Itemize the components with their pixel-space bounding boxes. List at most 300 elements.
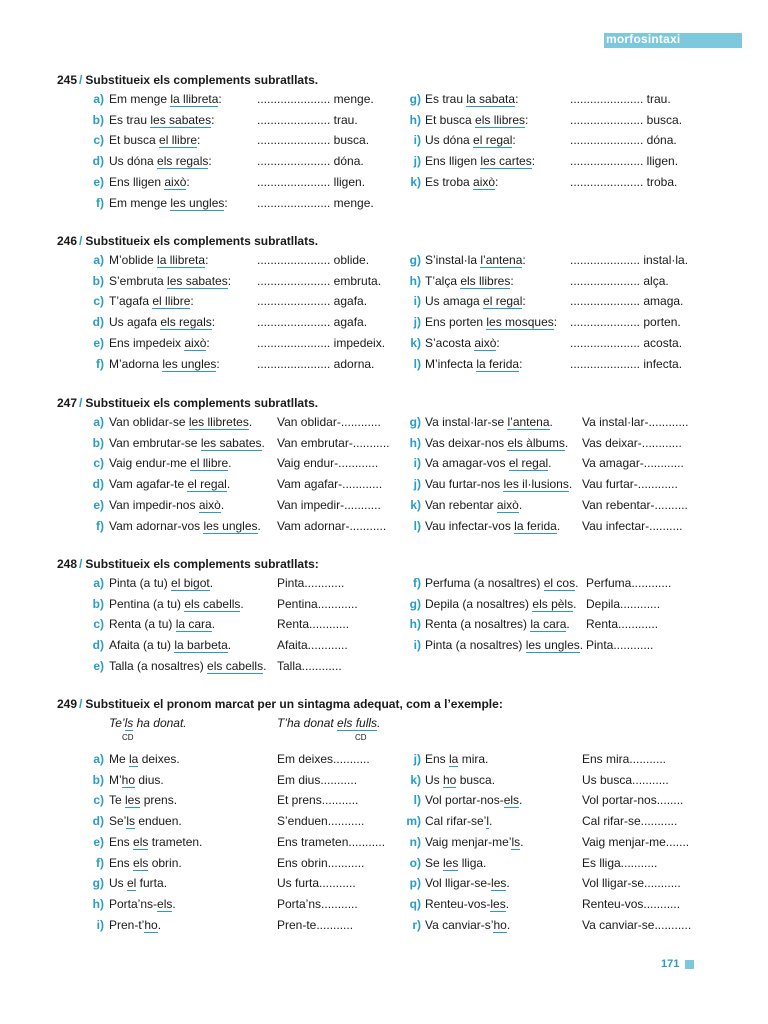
phrase-ending: . — [263, 659, 267, 673]
phrase-text: Pinta (a nosaltres) — [425, 638, 526, 652]
answer-blank[interactable]: Vau furtar-............ — [582, 477, 678, 491]
item-label: c) — [93, 617, 104, 631]
phrase-text: Se’ — [109, 814, 127, 828]
phrase-text: S’instal·la — [425, 253, 481, 267]
item-phrase — [425, 113, 528, 127]
phrase-text: Es trau — [425, 92, 467, 106]
answer-blank[interactable]: ..................... alça. — [570, 274, 669, 288]
answer-blank[interactable]: ...................... oblide. — [257, 253, 370, 267]
item-phrase — [109, 814, 182, 828]
phrase-ending: furta. — [136, 876, 168, 890]
phrase-text: Ens lligen — [425, 154, 481, 168]
phrase-ending: . — [227, 638, 232, 652]
section-header-band — [604, 33, 742, 48]
underlined-complement: això — [474, 336, 497, 350]
phrase-text: Van embrutar-se — [109, 436, 201, 450]
answer-blank[interactable]: ...................... agafa. — [257, 315, 368, 329]
slash-separator: / — [79, 234, 83, 248]
item-label: m) — [406, 814, 421, 828]
answer-blank[interactable]: Renta............ — [277, 617, 350, 631]
underlined-complement: els pèls — [532, 597, 574, 611]
answer-blank[interactable]: ..................... instal·la. — [570, 253, 689, 267]
exercise-number: 248 — [57, 557, 78, 571]
phrase-text: Ens — [425, 752, 450, 766]
item-label: a) — [93, 253, 104, 267]
item-phrase — [425, 752, 488, 766]
phrase-ending: . — [209, 576, 214, 590]
phrase-ending: obrin. — [148, 856, 182, 870]
item-label: e) — [93, 336, 104, 350]
underlined-complement: l’antena — [480, 253, 523, 267]
item-label: n) — [409, 835, 421, 849]
phrase-text: Pinta (a tu) — [109, 576, 172, 590]
item-phrase — [109, 659, 266, 673]
item-phrase — [109, 918, 161, 932]
answer-blank[interactable]: ...................... menge. — [257, 92, 374, 106]
section-header-label: morfosintaxi — [606, 32, 681, 46]
phrase-text: Va amagar-vos — [425, 456, 509, 470]
answer-blank[interactable]: Vaig endur-............ — [277, 456, 379, 470]
item-phrase — [109, 133, 200, 147]
phrase-text: Renta (a nosaltres) — [425, 617, 531, 631]
phrase-text: Ens — [109, 835, 134, 849]
phrase-ending: . — [240, 597, 244, 611]
phrase-ending: . — [575, 576, 579, 590]
answer-blank[interactable]: Pinta............ — [277, 576, 345, 590]
example-marked-pronoun: ls — [124, 716, 134, 730]
underlined-complement: el llibre — [190, 456, 229, 470]
item-phrase — [425, 436, 568, 450]
phrase-text: M’adorna — [109, 357, 163, 371]
exercise-number: 247 — [57, 396, 78, 410]
phrase-ending: . — [261, 436, 265, 450]
answer-blank[interactable]: ...................... dóna. — [570, 133, 677, 147]
underlined-complement: això — [184, 336, 207, 350]
item-phrase — [109, 752, 180, 766]
phrase-text: Em menge — [109, 196, 171, 210]
answer-blank[interactable]: ...................... lligen. — [570, 154, 679, 168]
answer-blank[interactable]: Van embrutar-........... — [277, 436, 390, 450]
answer-blank[interactable]: ..................... acosta. — [570, 336, 683, 350]
underlined-complement: la — [129, 752, 139, 766]
item-label: g) — [409, 415, 421, 429]
underlined-complement: el regal — [187, 477, 227, 491]
phrase-text: Vaig endur-me — [109, 456, 191, 470]
answer-blank[interactable]: Va instal·lar-............ — [582, 415, 689, 429]
answer-blank[interactable]: S’enduen........... — [277, 814, 365, 828]
example-original — [109, 716, 187, 730]
underlined-complement: les mosques — [486, 315, 554, 329]
underlined-complement: la llibreta — [157, 253, 206, 267]
item-label: b) — [92, 597, 104, 611]
answer-blank[interactable]: Cal rifar-se........... — [582, 814, 678, 828]
phrase-ending: . — [519, 793, 523, 807]
slash-separator: / — [79, 697, 83, 711]
answer-blank[interactable]: Afaita............ — [277, 638, 348, 652]
item-label: a) — [93, 576, 104, 590]
item-label: b) — [92, 113, 104, 127]
answer-blank[interactable]: ...................... embruta. — [257, 274, 382, 288]
underlined-complement: la ferida — [476, 357, 520, 371]
underlined-complement: el regal — [473, 133, 513, 147]
item-label: d) — [92, 638, 104, 652]
item-label: k) — [410, 336, 421, 350]
phrase-text: Vol portar-nos- — [425, 793, 504, 807]
answer-blank[interactable]: Vol lligar-se........... — [582, 876, 681, 890]
item-phrase — [109, 876, 167, 890]
phrase-ending: . — [556, 519, 561, 533]
item-label: h) — [92, 897, 104, 911]
phrase-ending: : — [186, 175, 190, 189]
phrase-ending: : — [495, 175, 499, 189]
answer-blank[interactable]: ...................... agafa. — [257, 294, 368, 308]
phrase-ending: : — [218, 92, 222, 106]
underlined-complement: ls — [126, 814, 136, 828]
item-phrase — [109, 357, 220, 371]
phrase-text: Porta’ns- — [109, 897, 158, 911]
phrase-ending: : — [531, 154, 536, 168]
item-label: e) — [93, 175, 104, 189]
item-label: i) — [413, 133, 421, 147]
phrase-text: Vas deixar-nos — [425, 436, 508, 450]
phrase-ending: . — [220, 498, 225, 512]
phrase-ending: : — [205, 253, 209, 267]
phrase-text: Me — [109, 752, 130, 766]
phrase-ending: trameten. — [148, 835, 203, 849]
exercise-number: 249 — [57, 697, 78, 711]
answer-blank[interactable]: Depila............ — [586, 597, 661, 611]
phrase-text: Ens porten — [425, 315, 487, 329]
example-text: ha donat. — [133, 716, 187, 730]
answer-blank[interactable]: Pentina............ — [277, 597, 358, 611]
item-phrase — [109, 498, 224, 512]
phrase-ending: : — [216, 357, 220, 371]
item-label: b) — [92, 274, 104, 288]
answer-blank[interactable]: Em dius........... — [277, 773, 358, 787]
answer-blank[interactable]: Perfuma............ — [586, 576, 672, 590]
phrase-ending: busca. — [456, 773, 496, 787]
phrase-ending: : — [190, 294, 194, 308]
phrase-text: M’oblide — [109, 253, 158, 267]
phrase-ending: . — [228, 456, 232, 470]
phrase-text: Us dóna — [109, 154, 158, 168]
phrase-ending: : — [227, 274, 232, 288]
underlined-complement: els regals — [160, 315, 212, 329]
underlined-complement: la sabata — [466, 92, 516, 106]
item-label: b) — [92, 436, 104, 450]
item-phrase — [425, 835, 524, 849]
underlined-complement: el regal — [483, 294, 523, 308]
item-phrase — [425, 897, 509, 911]
phrase-text: Vaig menjar-me’ — [425, 835, 512, 849]
exercise-instruction: Substitueix els complements subratllats. — [85, 396, 319, 410]
exercise-instruction: Substitueix els complements subratllats. — [85, 73, 319, 87]
phrase-text: Et busca — [109, 133, 160, 147]
item-phrase — [109, 477, 230, 491]
item-phrase — [425, 814, 492, 828]
answer-blank[interactable]: ...................... troba. — [570, 175, 678, 189]
answer-blank[interactable]: Renta............ — [586, 617, 659, 631]
answer-blank[interactable]: ..................... infecta. — [570, 357, 683, 371]
item-phrase — [425, 519, 560, 533]
item-label: a) — [93, 752, 104, 766]
answer-blank[interactable]: Ens mira........... — [582, 752, 667, 766]
answer-blank[interactable]: Va amagar-............ — [582, 456, 684, 470]
answer-blank[interactable]: Pinta............ — [586, 638, 654, 652]
item-label: r) — [412, 918, 421, 932]
item-label: k) — [410, 175, 421, 189]
answer-blank[interactable]: Us furta........... — [277, 876, 356, 890]
cd-mark: CD — [122, 733, 134, 742]
underlined-complement: la cara — [530, 617, 567, 631]
phrase-ending: . — [518, 498, 523, 512]
exercise-heading — [57, 697, 503, 711]
underlined-complement: els àlbums — [507, 436, 565, 450]
phrase-ending: . — [564, 436, 569, 450]
item-phrase — [109, 196, 228, 210]
answer-blank[interactable]: ...................... impedeix. — [257, 336, 386, 350]
item-phrase — [109, 456, 232, 470]
answer-blank[interactable]: ...................... busca. — [257, 133, 370, 147]
item-label: h) — [409, 113, 421, 127]
answer-blank[interactable]: Pren-te........... — [277, 918, 354, 932]
answer-blank[interactable]: Talla............ — [277, 659, 342, 673]
answer-blank[interactable]: Vas deixar-............ — [582, 436, 682, 450]
underlined-complement: això — [198, 498, 221, 512]
phrase-text: Em menge — [109, 92, 171, 106]
item-phrase — [425, 357, 522, 371]
underlined-complement: els cabells — [184, 597, 241, 611]
item-phrase — [109, 415, 252, 429]
phrase-ending: . — [172, 897, 176, 911]
example-text: Te’ — [109, 716, 125, 730]
item-label: d) — [92, 154, 104, 168]
item-label: j) — [413, 477, 421, 491]
item-phrase — [109, 315, 215, 329]
item-label: d) — [92, 477, 104, 491]
item-label: q) — [409, 897, 421, 911]
underlined-complement: ho — [443, 773, 457, 787]
item-label: i) — [413, 294, 421, 308]
item-label: f) — [96, 357, 104, 371]
exercise-heading — [57, 557, 319, 571]
phrase-text: Pren-t’ — [109, 918, 145, 932]
answer-blank[interactable]: ...................... trau. — [570, 92, 671, 106]
exercise-heading — [57, 396, 318, 410]
item-phrase — [425, 856, 486, 870]
answer-blank[interactable]: Ens obrin........... — [277, 856, 365, 870]
item-label: c) — [93, 793, 104, 807]
item-phrase — [109, 576, 213, 590]
answer-blank[interactable]: ...................... adorna. — [257, 357, 375, 371]
phrase-ending: . — [566, 617, 570, 631]
answer-blank[interactable]: Vam adornar-........... — [277, 519, 387, 533]
answer-blank[interactable]: Em deixes........... — [277, 752, 370, 766]
underlined-complement: el — [127, 876, 137, 890]
phrase-ending: : — [522, 253, 526, 267]
answer-blank[interactable]: ..................... porten. — [570, 315, 681, 329]
answer-blank[interactable]: Van rebentar-.......... — [582, 498, 688, 512]
underlined-complement: les — [125, 793, 141, 807]
answer-blank[interactable]: Va canviar-se........... — [582, 918, 692, 932]
underlined-complement: els — [157, 897, 173, 911]
underlined-complement: els — [133, 835, 149, 849]
item-phrase — [425, 154, 535, 168]
item-label: l) — [413, 519, 421, 533]
phrase-ending: : — [525, 113, 529, 127]
phrase-ending: . — [257, 519, 261, 533]
exercise-number: 245 — [57, 73, 78, 87]
answer-blank[interactable]: Van oblidar-............ — [277, 415, 381, 429]
item-label: p) — [409, 876, 421, 890]
item-phrase — [425, 773, 495, 787]
item-label: e) — [93, 835, 104, 849]
answer-blank[interactable]: Renteu-vos........... — [582, 897, 681, 911]
item-phrase — [109, 897, 176, 911]
item-phrase — [109, 835, 202, 849]
page-number: 171 — [661, 958, 680, 970]
item-label: d) — [92, 315, 104, 329]
answer-blank[interactable]: Es lliga........... — [582, 856, 658, 870]
underlined-complement: les ungles — [170, 196, 225, 210]
answer-blank[interactable]: Vol portar-nos........ — [582, 793, 684, 807]
item-phrase — [109, 793, 177, 807]
item-phrase — [109, 638, 231, 652]
underlined-complement: la barbeta — [174, 638, 228, 652]
example-text: T’ha donat — [277, 716, 338, 730]
slash-separator: / — [79, 557, 83, 571]
answer-blank[interactable]: ...................... menge. — [257, 196, 374, 210]
underlined-complement: les — [491, 876, 507, 890]
item-phrase — [425, 498, 522, 512]
phrase-ending: enduen. — [135, 814, 182, 828]
underlined-complement: les ungles — [162, 357, 217, 371]
phrase-ending: . — [520, 835, 524, 849]
answer-blank[interactable]: Porta’ns........... — [277, 897, 358, 911]
phrase-ending: . — [248, 415, 253, 429]
item-phrase — [109, 336, 210, 350]
item-label: c) — [93, 294, 104, 308]
item-label: g) — [409, 92, 421, 106]
item-label: e) — [93, 498, 104, 512]
exercise-heading — [57, 234, 318, 248]
phrase-ending: . — [505, 897, 510, 911]
item-phrase — [109, 856, 182, 870]
phrase-ending: . — [549, 415, 553, 429]
item-label: b) — [92, 773, 104, 787]
item-label: i) — [413, 638, 421, 652]
phrase-text: Depila (a nosaltres) — [425, 597, 533, 611]
answer-blank[interactable]: Van impedir-........... — [277, 498, 381, 512]
underlined-complement: els — [133, 856, 149, 870]
phrase-ending: : — [197, 133, 201, 147]
phrase-ending: : — [208, 154, 212, 168]
phrase-ending: . — [211, 617, 216, 631]
answer-blank[interactable]: Vam agafar-............ — [277, 477, 383, 491]
item-phrase — [425, 133, 516, 147]
answer-blank[interactable]: ...................... busca. — [570, 113, 683, 127]
item-phrase — [109, 773, 164, 787]
item-phrase — [425, 918, 510, 932]
item-label: a) — [93, 415, 104, 429]
phrase-text: Van rebentar — [425, 498, 497, 512]
phrase-text: S’embruta — [109, 274, 168, 288]
phrase-text: Vol lligar-se- — [425, 876, 492, 890]
phrase-text: Van oblidar-se — [109, 415, 189, 429]
underlined-complement: ho — [493, 918, 507, 932]
item-label: l) — [413, 357, 421, 371]
item-label: h) — [409, 436, 421, 450]
phrase-text: Us agafa — [109, 315, 161, 329]
phrase-text: Vam adornar-vos — [109, 519, 204, 533]
item-label: i) — [96, 918, 104, 932]
phrase-ending: . — [489, 814, 493, 828]
underlined-complement: el cos — [543, 576, 576, 590]
phrase-text: Es troba — [425, 175, 474, 189]
item-phrase — [109, 436, 265, 450]
item-label: f) — [96, 519, 104, 533]
underlined-complement: els llibres — [475, 113, 526, 127]
underlined-complement: les sabates — [200, 436, 262, 450]
answer-blank[interactable]: Us busca........... — [582, 773, 669, 787]
underlined-complement: les sabates — [150, 113, 212, 127]
underlined-complement: les — [490, 897, 506, 911]
answer-blank[interactable]: ...................... dóna. — [257, 154, 364, 168]
item-phrase — [109, 92, 222, 106]
item-phrase — [425, 415, 553, 429]
answer-blank[interactable]: Et prens........... — [277, 793, 359, 807]
underlined-complement: ho — [121, 773, 136, 787]
phrase-text: Us — [425, 773, 443, 787]
item-label: h) — [409, 617, 421, 631]
phrase-ending: : — [510, 274, 514, 288]
underlined-complement: els regals — [157, 154, 209, 168]
item-phrase — [109, 274, 231, 288]
exercise-instruction: Substitueix el pronom marcat per un sintagma adequat, com a l’exemple: — [85, 697, 503, 711]
page-number-square-icon — [685, 960, 694, 969]
answer-blank[interactable]: Vau infectar-.......... — [582, 519, 683, 533]
phrase-text: Renteu-vos- — [425, 897, 491, 911]
answer-blank[interactable]: ..................... amaga. — [570, 294, 684, 308]
item-phrase — [425, 294, 526, 308]
item-label: j) — [413, 752, 421, 766]
phrase-text: Cal rifar-se’ — [425, 814, 487, 828]
underlined-complement: això — [473, 175, 496, 189]
underlined-complement: les cartes — [480, 154, 532, 168]
phrase-text: Us dóna — [425, 133, 474, 147]
underlined-complement: els llibres — [460, 274, 511, 288]
item-label: k) — [410, 498, 421, 512]
phrase-ending: . — [157, 918, 162, 932]
underlined-complement: la llibreta — [170, 92, 219, 106]
exercise-number: 246 — [57, 234, 78, 248]
phrase-ending: : — [512, 133, 516, 147]
answer-blank[interactable]: Ens trameten........... — [277, 835, 386, 849]
item-phrase — [109, 113, 214, 127]
answer-blank[interactable]: ...................... trau. — [257, 113, 358, 127]
phrase-ending: prens. — [140, 793, 178, 807]
underlined-complement: l’antena — [507, 415, 550, 429]
phrase-text: Va canviar-s’ — [425, 918, 494, 932]
item-label: h) — [409, 274, 421, 288]
item-label: i) — [413, 456, 421, 470]
item-label: g) — [409, 253, 421, 267]
answer-blank[interactable]: ...................... lligen. — [257, 175, 366, 189]
item-label: c) — [93, 456, 104, 470]
answer-blank[interactable]: Vaig menjar-me....... — [582, 835, 690, 849]
underlined-complement: les il·lusions — [503, 477, 569, 491]
phrase-text: Vau furtar-nos — [425, 477, 504, 491]
